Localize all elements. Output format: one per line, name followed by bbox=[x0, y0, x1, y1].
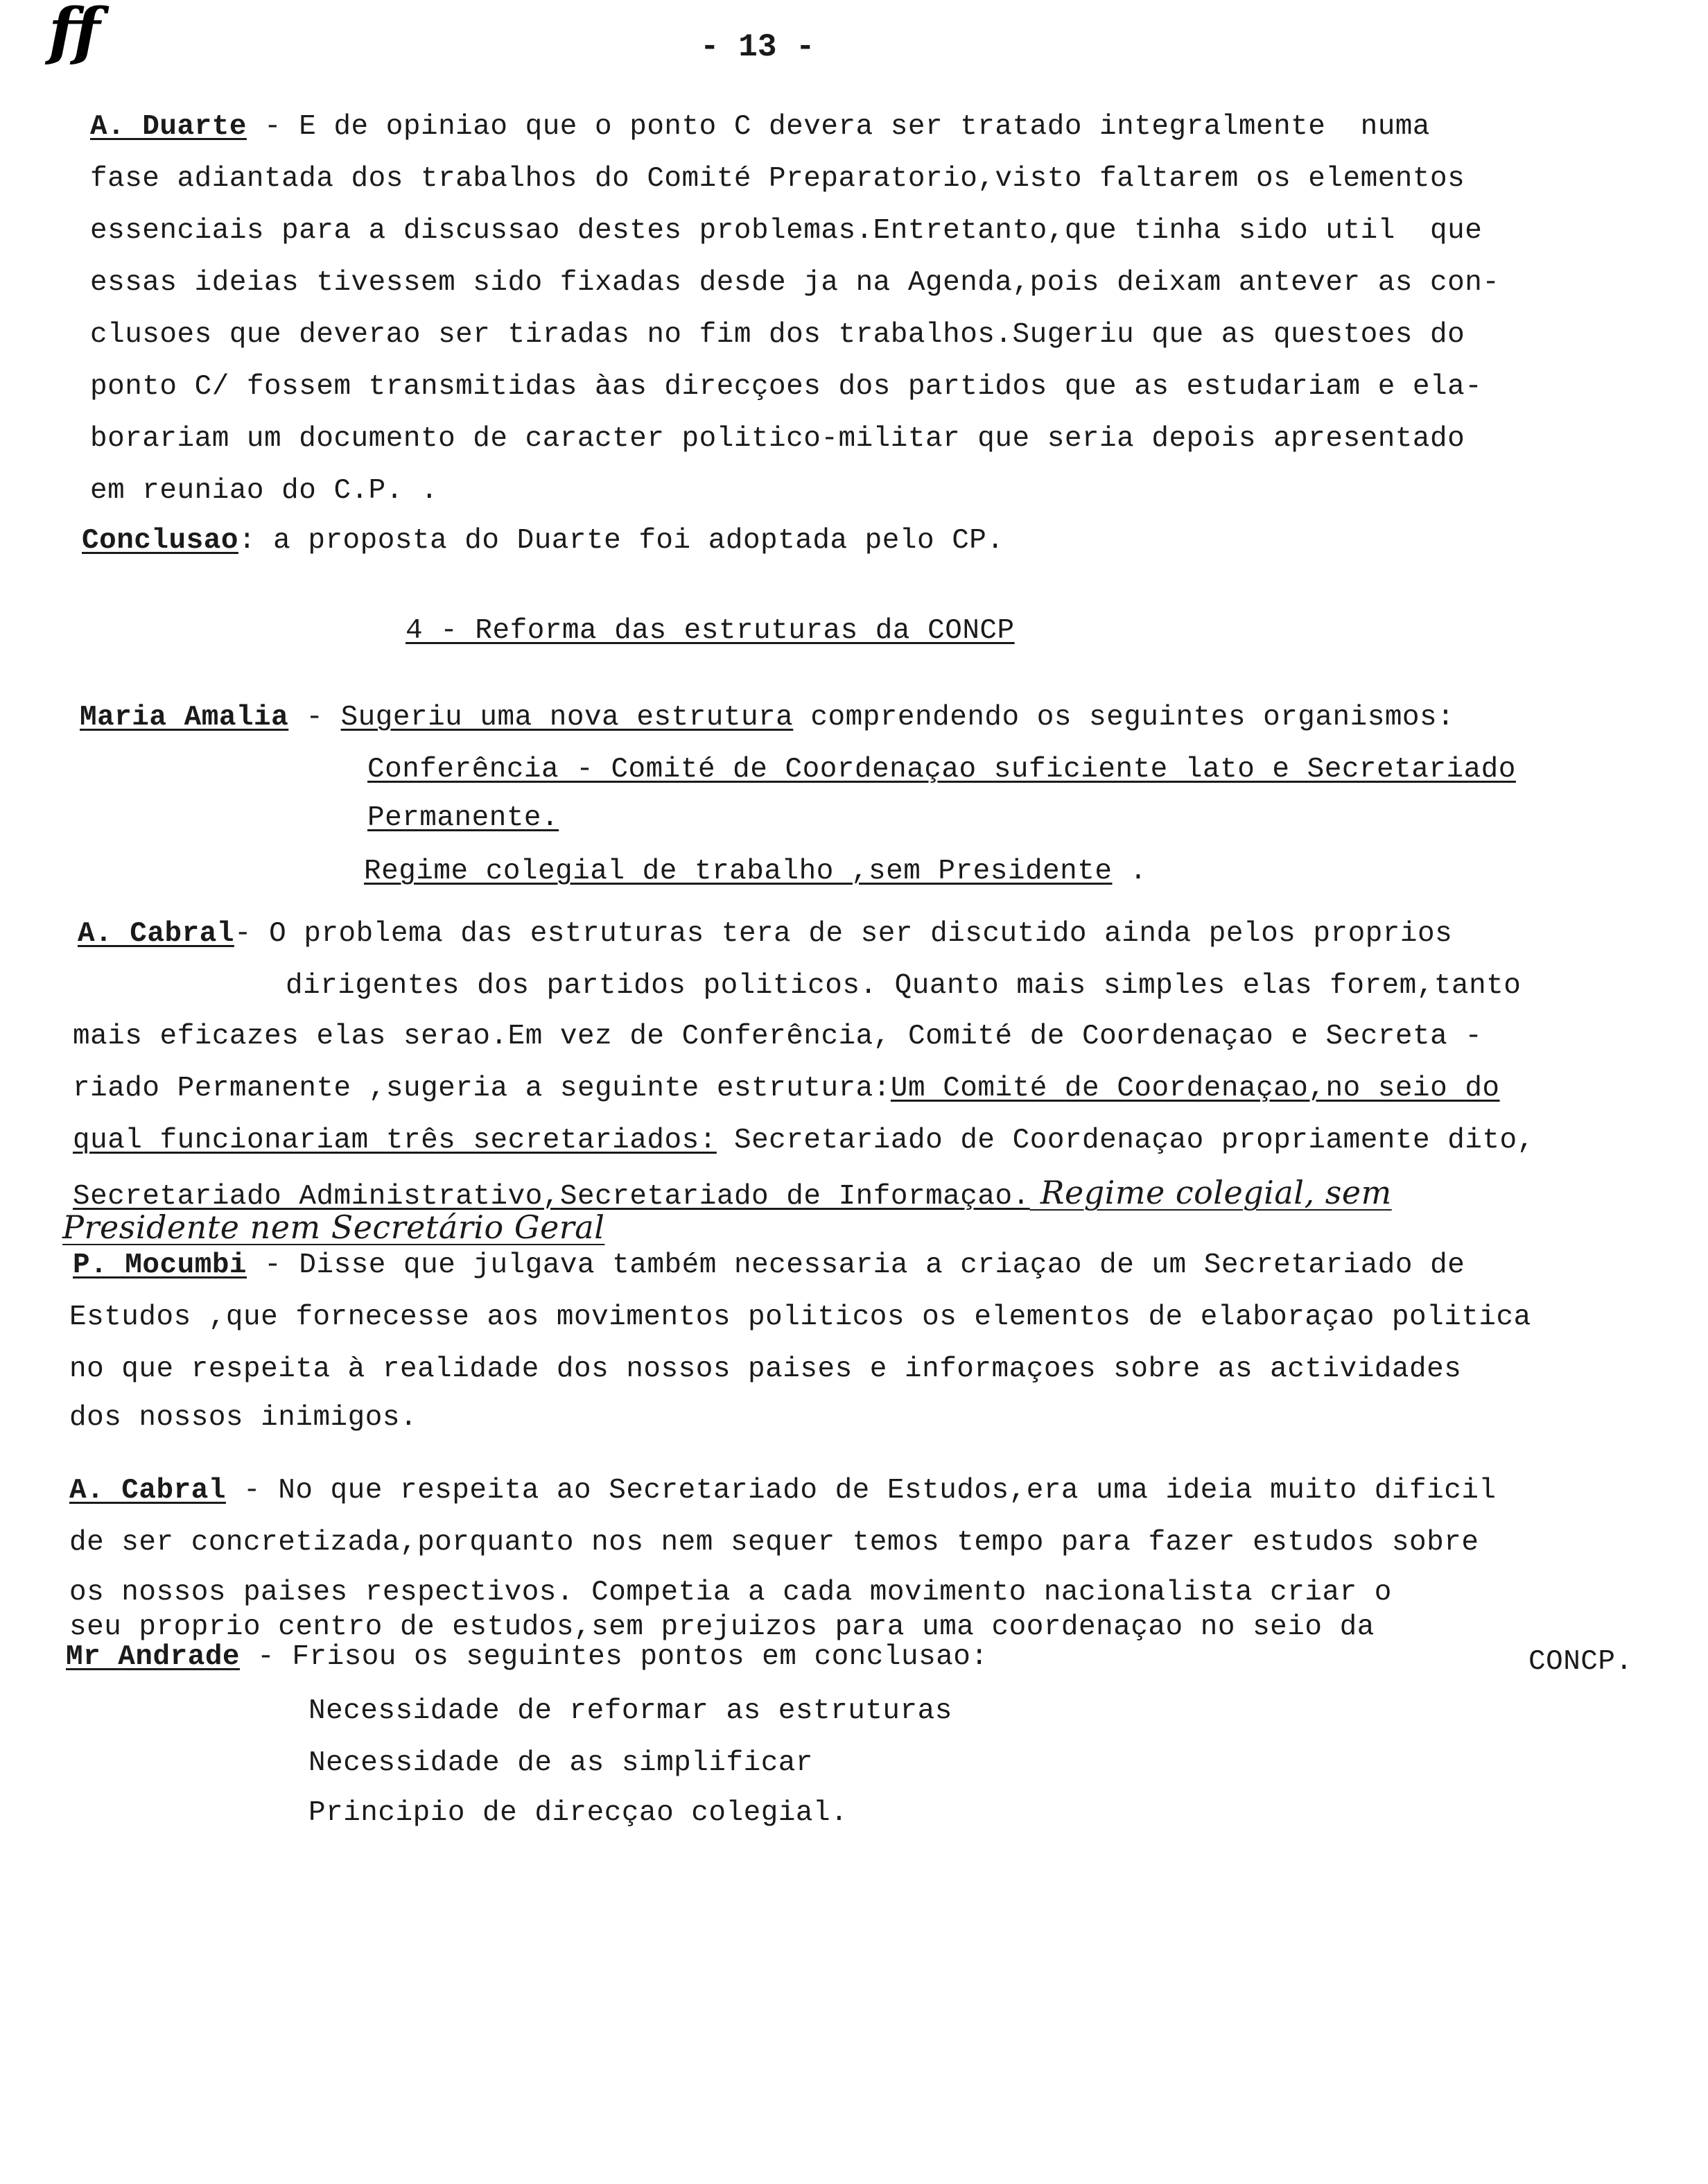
duarte-line-3: essenciais para a discussao destes problemas.Entretanto,que tinha sido util que bbox=[90, 215, 1483, 247]
duarte-line-5: clusoes que deverao ser tiradas no fim dos trabalhos.Sugeriu que as questoes do bbox=[90, 319, 1465, 351]
duarte-line-7: borariam um documento de caracter politico-militar que seria depois apresentado bbox=[90, 423, 1465, 455]
conclusao-label: Conclusao bbox=[82, 525, 238, 557]
mocumbi-line-2: Estudos ,que fornecesse aos movimentos politicos os elementos de elaboraçao politica bbox=[69, 1301, 1531, 1333]
speaker-cabral: A. Cabral bbox=[78, 918, 234, 950]
amalia-line-4: Regime colegial de trabalho ,sem Presidente . bbox=[364, 856, 1147, 887]
cabral1-line-2: dirigentes dos partidos politicos. Quanto mais simples elas forem,tanto bbox=[286, 970, 1522, 1002]
cabral1-line-3: mais eficazes elas serao.Em vez de Conferência, Comité de Coordenaçao e Secreta - bbox=[73, 1021, 1483, 1052]
cabral2-line-4: seu proprio centro de estudos,sem prejuizos para uma coordenaçao no seio da bbox=[69, 1611, 1375, 1643]
handwritten-note-1: Regime colegial, sem bbox=[1029, 1174, 1392, 1211]
section-title: 4 - Reforma das estruturas da CONCP bbox=[406, 615, 1015, 647]
speaker-amalia: Maria Amalia bbox=[80, 702, 289, 734]
amalia-line-3: Permanente. bbox=[367, 802, 559, 834]
andrade-line-3: Necessidade de as simplificar bbox=[308, 1747, 814, 1779]
speaker-mocumbi: P. Mocumbi bbox=[73, 1249, 247, 1281]
cabral1-line-6: Secretariado Administrativo,Secretariado de Informaçao. Regime colegial, sem bbox=[73, 1174, 1392, 1213]
andrade-line-1: Mr Andrade - Frisou os seguintes pontos em conclusao: bbox=[66, 1641, 988, 1673]
duarte-line-8: em reuniao do C.P. . bbox=[90, 475, 439, 507]
handwritten-margin-mark: ff bbox=[49, 0, 101, 68]
andrade-line-2: Necessidade de reformar as estruturas bbox=[308, 1695, 952, 1727]
cabral2-line-3: os nossos paises respectivos. Competia a cada movimento nacionalista criar o bbox=[69, 1577, 1392, 1609]
cabral1-line-4: riado Permanente ,sugeria a seguinte estrutura:Um Comité de Coordenaçao,no seio do bbox=[73, 1073, 1500, 1104]
cabral1-line-1: A. Cabral- O problema das estruturas tera de ser discutido ainda pelos proprios bbox=[78, 918, 1453, 950]
cabral2-line-1: A. Cabral - No que respeita ao Secretariado de Estudos,era uma ideia muito dificil bbox=[69, 1475, 1497, 1507]
cabral1-line-5: qual funcionariam três secretariados: Secretariado de Coordenaçao propriamente dito, bbox=[73, 1125, 1535, 1156]
handwritten-note-2: Presidente nem Secretário Geral bbox=[62, 1208, 605, 1246]
amalia-line-1: Maria Amalia - Sugeriu uma nova estrutura comprendendo os seguintes organismos: bbox=[80, 702, 1455, 734]
duarte-line-4: essas ideias tivessem sido fixadas desde ja na Agenda,pois deixam antever as con- bbox=[90, 267, 1500, 299]
cabral2-line-2: de ser concretizada,porquanto nos nem sequer temos tempo para fazer estudos sobre bbox=[69, 1527, 1479, 1559]
cabral2-line-end: CONCP. bbox=[1528, 1646, 1633, 1678]
speaker-cabral-2: A. Cabral bbox=[69, 1475, 226, 1507]
speaker-andrade: Mr Andrade bbox=[66, 1641, 241, 1673]
page-number: - 13 - bbox=[700, 29, 815, 65]
mocumbi-line-3: no que respeita à realidade dos nossos paises e informaçoes sobre as actividades bbox=[69, 1353, 1462, 1385]
andrade-line-4: Principio de direcçao colegial. bbox=[308, 1797, 848, 1829]
duarte-line-2: fase adiantada dos trabalhos do Comité Preparatorio,visto faltarem os elementos bbox=[90, 163, 1465, 195]
amalia-line-2: Conferência - Comité de Coordenaçao suficiente lato e Secretariado bbox=[367, 754, 1516, 786]
duarte-line-1: A. Duarte - E de opiniao que o ponto C devera ser tratado integralmente numa bbox=[90, 111, 1431, 143]
conclusao-line: Conclusao: a proposta do Duarte foi adoptada pelo CP. bbox=[82, 525, 1004, 557]
duarte-line-6: ponto C/ fossem transmitidas àas direcçoes dos partidos que as estudariam e ela- bbox=[90, 371, 1483, 403]
mocumbi-line-1: P. Mocumbi - Disse que julgava também necessaria a criaçao de um Secretariado de bbox=[73, 1249, 1465, 1281]
speaker-duarte: A. Duarte bbox=[90, 111, 247, 143]
mocumbi-line-4: dos nossos inimigos. bbox=[69, 1402, 418, 1434]
